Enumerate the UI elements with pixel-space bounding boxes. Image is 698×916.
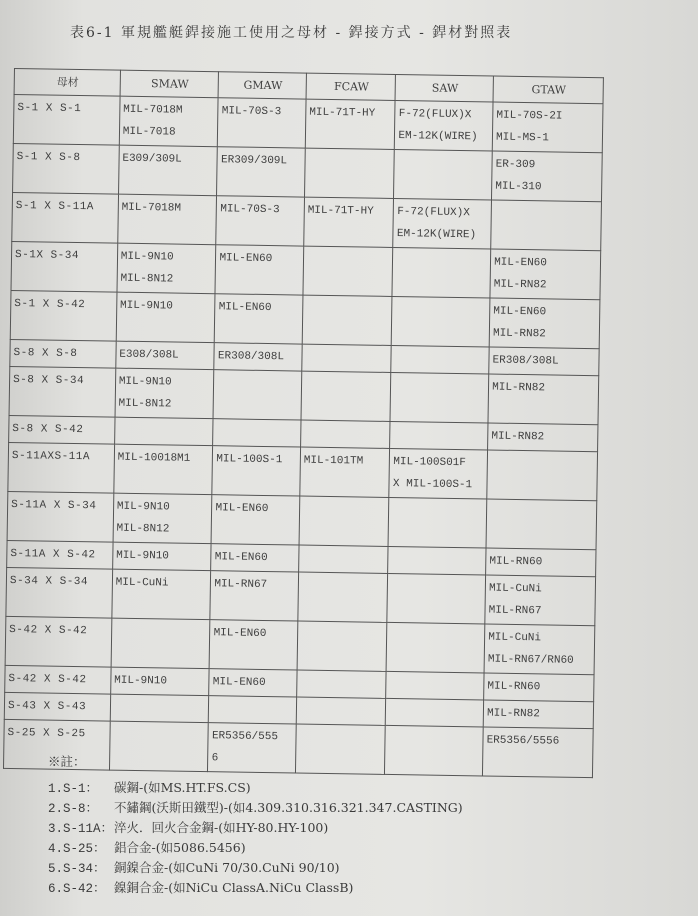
cell-line: MIL-7018M [121, 201, 182, 215]
cell-smaw [110, 694, 209, 723]
cell-gmaw [210, 620, 298, 670]
cell-gmaw [209, 696, 297, 724]
cell-line: 6 [211, 752, 219, 765]
cell-line: MIL-EN60 [214, 551, 268, 565]
table-title: 表6-1 軍規艦艇銲接施工使用之母材 - 銲接方式 - 銲材對照表 [70, 25, 513, 41]
cell-line: S-1 X S-8 [16, 151, 81, 165]
cell-fcaw [304, 148, 394, 198]
cell-gmaw [216, 196, 304, 246]
cell-line: S-1 X S-1 [17, 102, 82, 116]
cell-gmaw [212, 495, 300, 545]
header-fcaw: FCAW [306, 73, 396, 100]
cell-gtaw [483, 700, 593, 729]
cell-base-metal [7, 540, 113, 569]
cell-line: MIL-9N10 [118, 375, 172, 389]
cell-saw [389, 448, 487, 499]
cell-saw [395, 100, 493, 151]
cell-line: MIL-RN82 [492, 327, 546, 341]
cell-fcaw [299, 545, 389, 573]
cell-gmaw [218, 98, 306, 148]
cell-base-metal [6, 567, 113, 618]
cell-gtaw [487, 450, 598, 501]
cell-smaw [114, 417, 213, 446]
cell-saw [390, 372, 488, 423]
cell-gmaw [215, 245, 303, 295]
cell-line: EM-12K(WIRE) [398, 130, 478, 144]
cell-line: E308/308L [119, 348, 179, 362]
cell-line: S-1 X S-42 [14, 298, 86, 312]
cell-line: MIL-RN82 [492, 381, 546, 395]
cell-smaw [119, 96, 218, 147]
cell-smaw [116, 341, 215, 370]
cell-base-metal [10, 290, 117, 341]
cell-gmaw [210, 571, 298, 621]
cell-line: ER308/308L [492, 354, 559, 368]
cell-gmaw [211, 544, 299, 572]
cell-line: S-1X S-34 [14, 249, 80, 263]
cell-saw [387, 622, 485, 673]
cell-base-metal [11, 241, 118, 292]
cell-gtaw [483, 727, 594, 778]
note-item [48, 798, 463, 818]
cell-gtaw [489, 347, 599, 376]
cell-line: MIL-70S-2I [496, 109, 563, 123]
cell-smaw [111, 618, 210, 669]
cell-line: EM-12K(WIRE) [396, 228, 477, 242]
note-description: 銅鎳合金-(如CuNi 70/30.CuNi 90/10) [114, 860, 340, 875]
cell-saw [387, 573, 485, 624]
cell-gmaw [212, 446, 300, 496]
note-key: 2.S-8： [48, 802, 99, 816]
cell-base-metal [5, 665, 111, 694]
note-description: 鎳銅合金-(如NiCu ClassA.NiCu ClassB) [114, 880, 354, 895]
cell-fcaw [302, 295, 392, 345]
note-description: 碳鋼-(如MS.HT.FS.CS) [114, 780, 251, 795]
welding-material-table [3, 68, 604, 778]
header-gtaw: GTAW [493, 76, 603, 104]
header-smaw: SMAW [120, 70, 219, 98]
cell-gtaw [491, 200, 602, 251]
note-key: 4.S-25： [48, 842, 106, 856]
cell-line: MIL-70S-3 [221, 105, 282, 119]
cell-saw [394, 149, 492, 200]
cell-line: MIL-101TM [303, 454, 364, 468]
cell-line: ER308/308L [217, 350, 285, 364]
cell-gmaw [213, 370, 301, 420]
cell-gtaw [486, 499, 597, 550]
cell-line: MIL-CuNi [488, 631, 542, 645]
cell-base-metal [9, 366, 116, 417]
cell-line: MIL-70S-3 [220, 203, 280, 217]
cell-base-metal [5, 616, 112, 667]
cell-line: MIL-71T-HY [309, 106, 376, 120]
cell-fcaw [300, 447, 390, 497]
cell-line: MIL-CuNi [488, 582, 542, 596]
cell-line: MIL-RN60 [487, 680, 541, 694]
cell-line: ER5356/5556 [486, 734, 560, 748]
cell-line: MIL-EN60 [218, 301, 272, 315]
note-item [48, 778, 463, 798]
cell-gtaw [488, 423, 598, 452]
cell-saw [386, 698, 484, 727]
cell-line: MIL-7018 [122, 125, 176, 139]
cell-line: MIL-RN82 [486, 707, 540, 721]
note-description: 鋁合金-(如5086.5456) [114, 840, 246, 855]
cell-gtaw [492, 151, 603, 202]
note-description: 淬火．回火合金鋼-(如HY-80.HY-100) [114, 820, 329, 835]
cell-line: MIL-100S-1 [216, 453, 283, 467]
cell-saw [391, 345, 489, 374]
cell-line: ER-309 [495, 158, 536, 172]
cell-line: ER5356/555 [211, 730, 279, 744]
cell-smaw [112, 569, 211, 620]
cell-gmaw [213, 419, 301, 447]
cell-gtaw [484, 673, 594, 702]
cell-fcaw [297, 621, 387, 671]
cell-line: S-11A X S-34 [11, 499, 97, 513]
cell-gtaw [484, 624, 595, 675]
cell-saw [392, 247, 490, 298]
cell-smaw [118, 194, 217, 245]
cell-gtaw [485, 575, 596, 626]
cell-base-metal [13, 143, 120, 194]
cell-smaw [115, 368, 214, 419]
cell-fcaw [301, 420, 391, 448]
cell-saw [388, 497, 486, 548]
cell-smaw [117, 243, 216, 294]
cell-line: S-25 X S-25 [7, 726, 86, 741]
cell-base-metal [10, 339, 116, 368]
cell-saw [388, 546, 486, 575]
cell-gtaw [486, 548, 596, 577]
cell-line: MIL-310 [495, 180, 542, 194]
cell-line: S-8 X S-34 [13, 374, 85, 388]
cell-fcaw [305, 99, 395, 149]
cell-line: MIL-9N10 [119, 299, 173, 313]
cell-line: S-1 X S-11A [15, 200, 95, 214]
cell-saw [390, 421, 488, 450]
cell-line: MIL-RN67/RN60 [487, 653, 574, 667]
cell-saw [393, 198, 491, 249]
cell-base-metal [12, 192, 119, 243]
cell-smaw [110, 667, 209, 696]
cell-gtaw [492, 102, 603, 153]
header-base-metal: 母材 [14, 69, 120, 97]
cell-fcaw [304, 197, 394, 247]
cell-line: MIL-8N12 [120, 272, 174, 286]
note-key: 6.S-42： [48, 882, 106, 896]
cell-line: F-72(FLUX)X [397, 206, 470, 220]
cell-line: MIL-RN82 [493, 278, 547, 292]
cell-line: MIL-RN67 [214, 578, 268, 592]
cell-line: MIL-MS-1 [495, 131, 549, 145]
cell-line: MIL-9N10 [116, 549, 170, 563]
cell-gtaw [489, 298, 600, 349]
note-item [48, 858, 463, 878]
cell-smaw [116, 292, 215, 343]
cell-base-metal [8, 442, 115, 493]
cell-line: MIL-8N12 [116, 522, 170, 536]
cell-gmaw [209, 669, 297, 697]
note-description: 不鏽鋼(沃斯田鐵型)-(如4.309.310.316.321.347.CASTING) [114, 800, 463, 815]
note-item [48, 838, 463, 858]
note-item [48, 818, 463, 838]
cell-line: MIL-EN60 [212, 676, 266, 690]
cell-line: MIL-8N12 [118, 397, 172, 411]
cell-line: S-8 X S-42 [12, 423, 84, 437]
header-gmaw: GMAW [219, 72, 307, 99]
cell-fcaw [297, 670, 387, 698]
cell-fcaw [298, 572, 388, 622]
cell-line: MIL-RN82 [491, 430, 545, 444]
cell-line: MIL-100S01F [393, 456, 467, 470]
cell-line: MIL-EN60 [219, 252, 273, 266]
cell-line: F-72(FLUX)X [398, 108, 472, 122]
cell-fcaw [299, 496, 389, 546]
cell-base-metal [7, 491, 114, 542]
cell-base-metal [4, 692, 110, 721]
cell-fcaw [296, 697, 386, 725]
cell-line: S-42 X S-42 [9, 623, 88, 638]
cell-gmaw [217, 147, 305, 197]
cell-base-metal [9, 415, 115, 444]
notes-section [48, 752, 463, 898]
cell-line: MIL-71T-HY [307, 204, 374, 218]
note-key: 3.S-11A： [48, 822, 114, 836]
cell-line: S-34 X S-34 [9, 575, 89, 589]
cell-gtaw [490, 249, 601, 300]
cell-smaw [114, 444, 213, 495]
notes-header: ※註： [48, 754, 86, 769]
cell-line: MIL-EN60 [215, 502, 269, 516]
cell-fcaw [301, 371, 391, 421]
cell-line: MIL-EN60 [213, 627, 267, 641]
cell-saw [386, 671, 484, 700]
note-key: 5.S-34： [48, 862, 106, 876]
cell-line: MIL-RN60 [489, 555, 543, 569]
cell-line: MIL-9N10 [116, 500, 170, 514]
cell-line: E309/309L [122, 152, 182, 166]
cell-line: MIL-RN67 [488, 604, 542, 618]
cell-line: MIL-EN60 [494, 256, 548, 270]
cell-line: S-42 X S-42 [8, 672, 87, 687]
cell-line: MIL-9N10 [114, 674, 168, 688]
cell-line: MIL-CuNi [115, 576, 169, 590]
cell-base-metal [13, 95, 120, 146]
cell-gtaw [488, 374, 599, 425]
cell-line: ER309/309L [220, 154, 288, 168]
cell-fcaw [303, 246, 393, 296]
cell-fcaw [302, 344, 392, 372]
cell-gmaw [215, 294, 303, 344]
cell-line: S-43 X S-43 [7, 699, 87, 714]
cell-line: MIL-10018M1 [117, 451, 191, 465]
cell-smaw [112, 542, 211, 571]
cell-line: S-11AXS-11A [11, 450, 91, 464]
header-saw: SAW [395, 74, 493, 102]
cell-smaw [118, 145, 217, 196]
cell-line: MIL-7018M [123, 103, 183, 117]
cell-saw [392, 296, 490, 347]
cell-line: MIL-9N10 [120, 250, 174, 264]
note-item [48, 878, 463, 898]
cell-line: X MIL-100S-1 [392, 478, 473, 492]
cell-line: MIL-EN60 [493, 305, 547, 319]
cell-gmaw [214, 343, 302, 371]
cell-smaw [113, 493, 212, 544]
cell-line: S-8 X S-8 [13, 347, 78, 361]
note-key: 1.S-1： [48, 782, 99, 796]
cell-line: S-11A X S-42 [10, 548, 96, 562]
